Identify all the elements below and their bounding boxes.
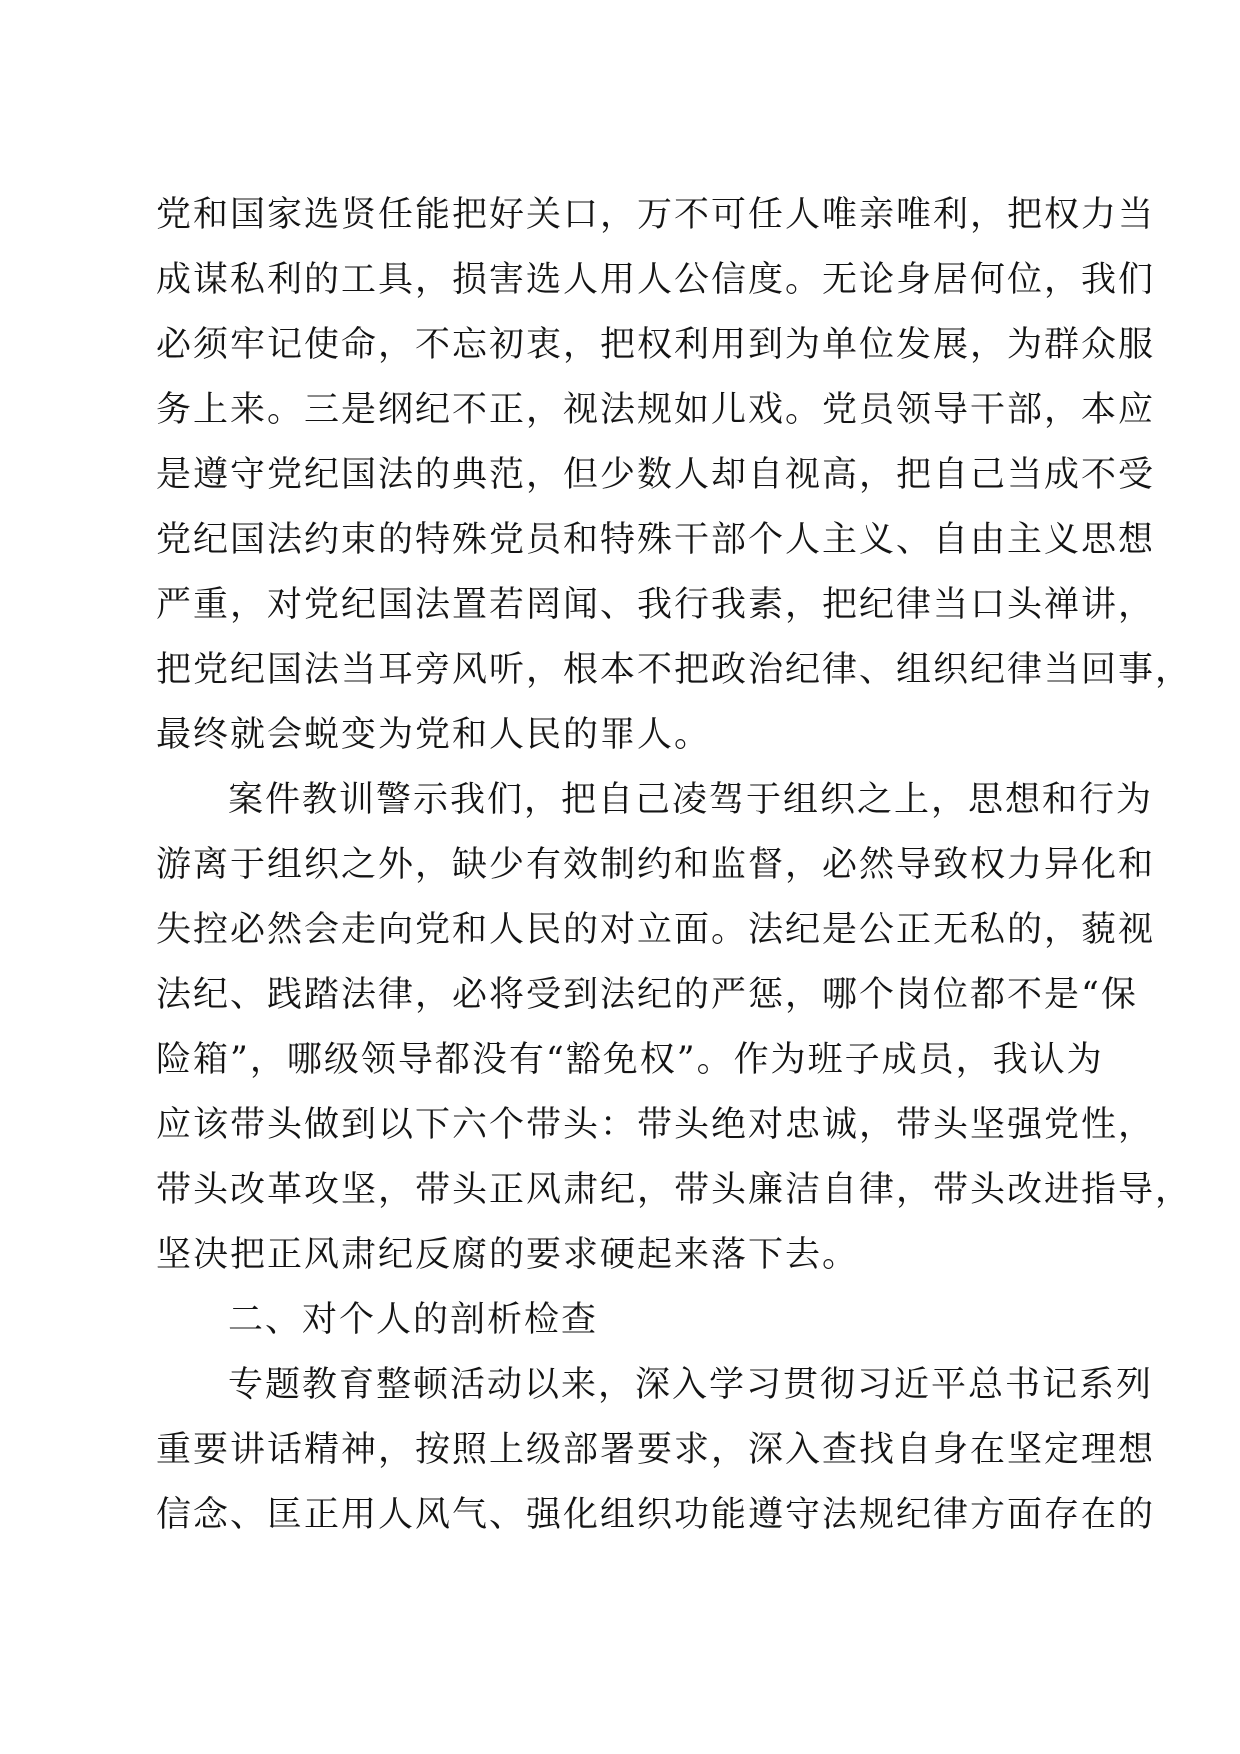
text-line: 成谋私利的工具，损害选人用人公信度。无论身居何位，我们: [156, 260, 1156, 300]
section-heading-text: 二、对个人的剖析检查: [228, 1300, 599, 1340]
text-line: 把党纪国法当耳旁风听，根本不把政治纪律、组织纪律当回事，: [156, 650, 1193, 690]
text-line: 严重，对党纪国法置若罔闻、我行我素，把纪律当口头禅讲，: [156, 585, 1156, 625]
text-line: 党纪国法约束的特殊党员和特殊干部个人主义、自由主义思想: [156, 520, 1156, 560]
document-body: [156, 183, 1193, 1548]
text-line: 案件教训警示我们，把自己凌驾于组织之上，思想和行为: [228, 780, 1154, 820]
text-line: 专题教育整顿活动以来，深入学习贯彻习近平总书记系列: [228, 1365, 1154, 1405]
text-line: 必须牢记使命，不忘初衷，把权利用到为单位发展，为群众服: [156, 325, 1156, 365]
text-line: 坚决把正风肃纪反腐的要求硬起来落下去。: [156, 1235, 860, 1275]
text-line: 法纪、践踏法律，必将受到法纪的严惩，哪个岗位都不是“保: [156, 975, 1138, 1015]
text-line: 失控必然会走向党和人民的对立面。法纪是公正无私的，藐视: [156, 910, 1156, 950]
text-line: 重要讲话精神，按照上级部署要求，深入查找自身在坚定理想: [156, 1430, 1156, 1470]
text-line: 党和国家选贤任能把好关口，万不可任人唯亲唯利，把权力当: [156, 195, 1156, 235]
text-line: 信念、匡正用人风气、强化组织功能遵守法规纪律方面存在的: [156, 1495, 1156, 1535]
text-line: 险箱”，哪级领导都没有“豁免权”。作为班子成员，我认为: [156, 1040, 1104, 1080]
paragraph-case-lessons: [156, 768, 1193, 1288]
paragraph-continuation: [156, 183, 1193, 768]
text-line: 最终就会蜕变为党和人民的罪人。: [156, 715, 712, 755]
paragraph-self-examination: [156, 1353, 1156, 1548]
text-line: 带头改革攻坚，带头正风肃纪，带头廉洁自律，带头改进指导，: [156, 1170, 1193, 1210]
text-line: 是遵守党纪国法的典范，但少数人却自视高，把自己当成不受: [156, 455, 1156, 495]
text-line: 务上来。三是纲纪不正，视法规如儿戏。党员领导干部，本应: [156, 390, 1156, 430]
section-heading: [156, 1288, 1100, 1353]
text-line: 应该带头做到以下六个带头：带头绝对忠诚，带头坚强党性，: [156, 1105, 1156, 1145]
text-line: 游离于组织之外，缺少有效制约和监督，必然导致权力异化和: [156, 845, 1156, 885]
